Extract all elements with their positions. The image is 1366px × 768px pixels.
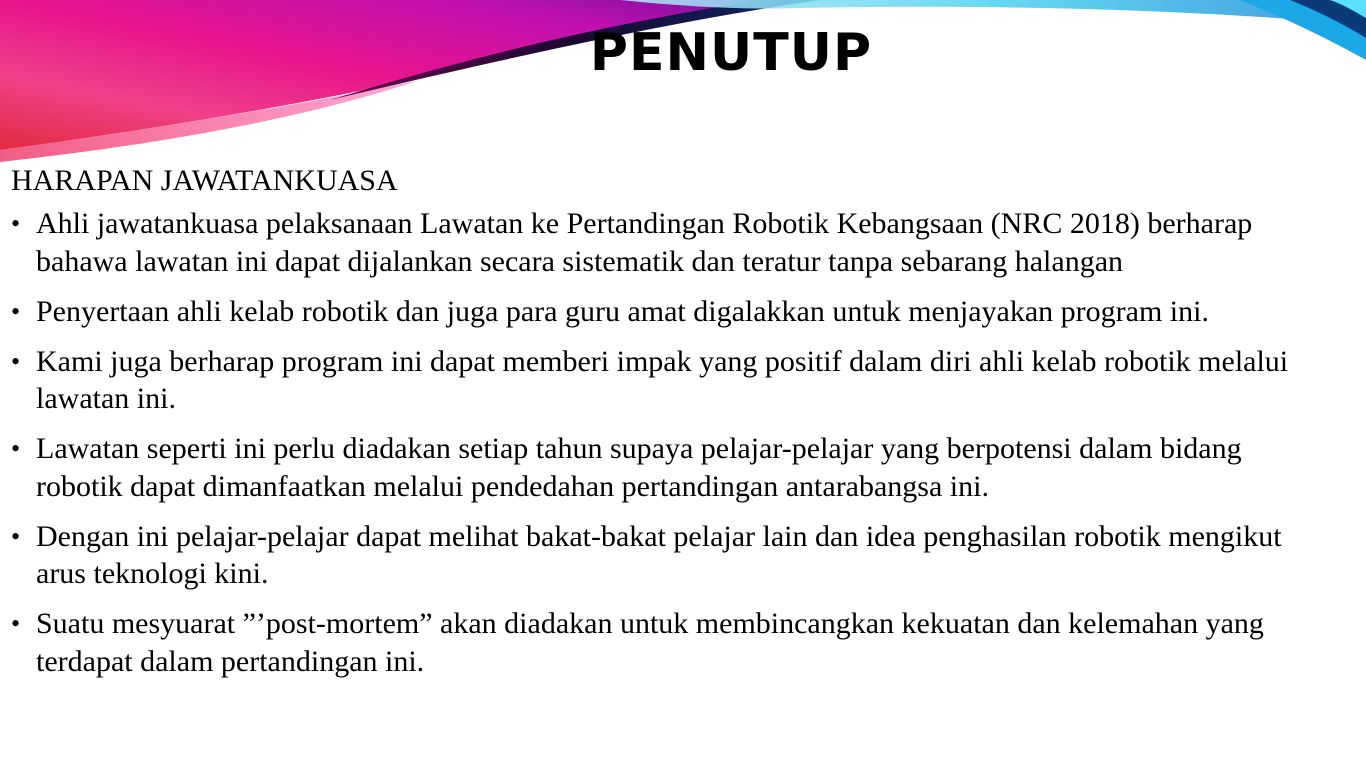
bullet-icon: • — [11, 609, 21, 638]
slide-body — [11, 162, 1331, 693]
bullet-text: Lawatan seperti ini perlu diadakan setiap tahun supaya pelajar-pelajar yang berpotensi dalam bidang robotik dapat dimanfaatkan melalui pendedahan pertandingan antarabangsa ini. — [36, 432, 1242, 503]
bullet-icon: • — [11, 521, 21, 551]
bullet-list — [11, 205, 1331, 680]
bullet-item — [11, 430, 1331, 505]
bullet-text: Suatu mesyuarat ”’post-mortem” akan diadakan untuk membincangkan kekuatan dan kelemahan yang terdapat dalam pertandingan ini. — [36, 607, 1264, 678]
bullet-item — [11, 293, 1331, 331]
bullet-icon: • — [11, 296, 21, 326]
bullet-text: Dengan ini pelajar-pelajar dapat melihat bakat-bakat pelajar lain dan idea penghasilan robotik mengikut arus teknologi kini. — [36, 519, 1282, 590]
bullet-text: Kami juga berharap program ini dapat memberi impak yang positif dalam diri ahli kelab robotik melalui lawatan ini. — [36, 344, 1289, 415]
bullet-item — [11, 605, 1331, 680]
bullet-text: Penyertaan ahli kelab robotik dan juga para guru amat digalakkan untuk menjayakan program ini. — [36, 294, 1209, 328]
slide-title: PENUTUP — [589, 23, 873, 83]
bullet-icon: • — [11, 434, 21, 463]
bullet-item — [11, 205, 1331, 280]
section-heading: HARAPAN JAWATANKUASA — [11, 164, 398, 197]
bullet-icon: • — [11, 346, 21, 376]
bullet-icon: • — [11, 209, 21, 238]
bullet-item — [11, 518, 1331, 593]
bullet-item — [11, 343, 1331, 418]
bullet-text: Ahli jawatankuasa pelaksanaan Lawatan ke Pertandingan Robotik Kebangsaan (NRC 2018) berharap bahawa lawatan ini dapat dijalankan secara sistematik dan teratur tanpa sebarang halangan — [36, 207, 1253, 278]
